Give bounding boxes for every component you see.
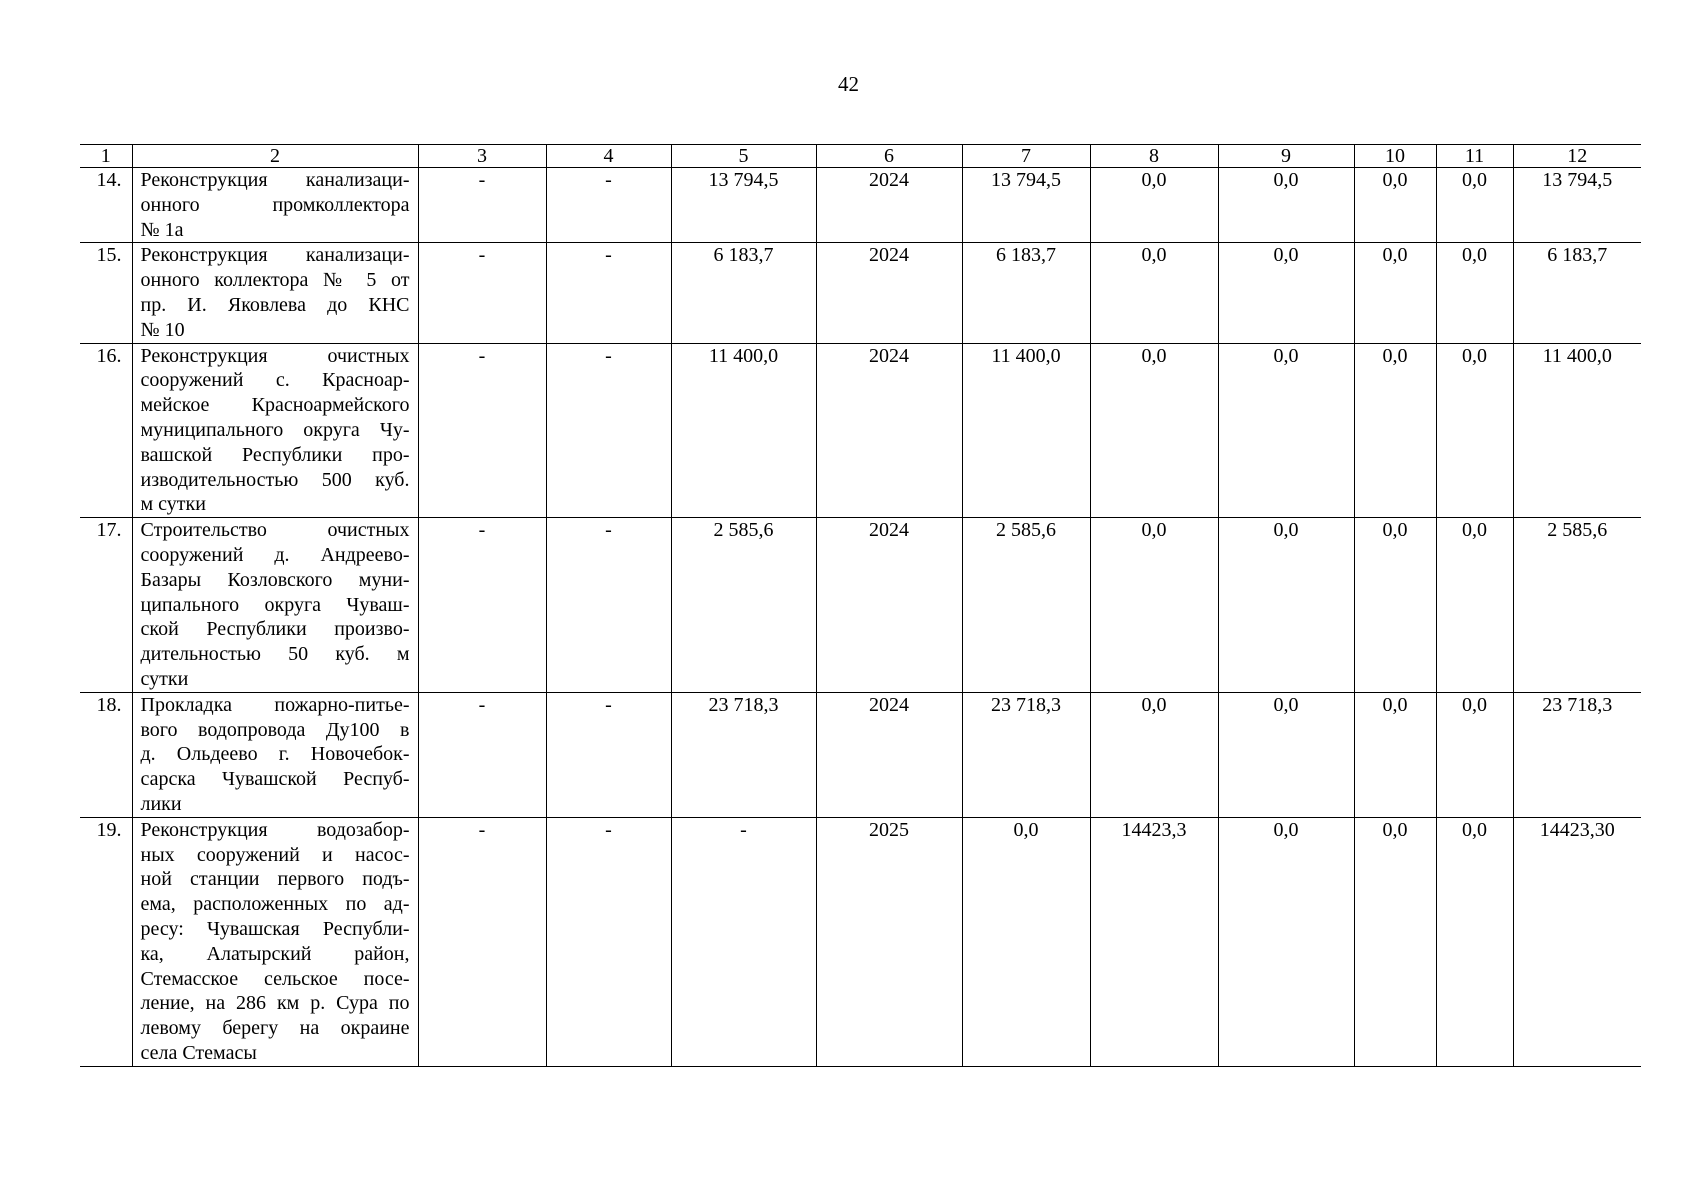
column-header: 3 xyxy=(418,145,546,168)
row-number: 18. xyxy=(80,692,132,817)
cell-c3 xyxy=(418,692,546,817)
table-row xyxy=(80,817,1641,1066)
cell-value: 0,0 xyxy=(1382,169,1408,191)
object-name-line: села Стемасы xyxy=(140,1041,257,1064)
header-row xyxy=(80,145,1641,168)
cell-value: - xyxy=(605,693,612,716)
cell-value: 11 400,0 xyxy=(1542,344,1612,367)
cell-c4 xyxy=(546,817,671,1066)
cell-value: 0,0 xyxy=(1013,818,1039,841)
cell-value: 0,0 xyxy=(1382,344,1408,367)
cell-c9 xyxy=(1218,343,1354,518)
cell-c5 xyxy=(671,518,816,693)
object-name-line: № 10 xyxy=(140,318,185,341)
cell-c11 xyxy=(1436,343,1513,518)
object-name-line: вого водопровода Ду100 в xyxy=(140,718,410,741)
cell-c4 xyxy=(546,343,671,518)
cell-value: 6 183,7 xyxy=(996,244,1056,267)
cell-value: - xyxy=(740,818,747,841)
cell-c12 xyxy=(1513,518,1641,693)
cell-value: 0,0 xyxy=(1141,344,1167,367)
cell-c10 xyxy=(1354,168,1436,243)
cell-c11 xyxy=(1436,692,1513,817)
column-header: 1 xyxy=(80,145,132,168)
cell-c12 xyxy=(1513,817,1641,1066)
object-name-line: Строительство очистных xyxy=(140,519,410,542)
cell-value: 14423,3 xyxy=(1121,818,1187,841)
object-name-line: № 1а xyxy=(140,218,184,241)
cell-value: - xyxy=(605,169,612,191)
cell-c11 xyxy=(1436,168,1513,243)
table-row xyxy=(80,343,1641,518)
cell-value: 0,0 xyxy=(1462,818,1487,841)
cell-value: 0,0 xyxy=(1141,693,1167,716)
object-name-line: Прокладка пожарно-питье- xyxy=(140,693,410,716)
cell-c9 xyxy=(1218,692,1354,817)
object-name-line: ципального округа Чуваш- xyxy=(140,593,410,616)
cell-value: - xyxy=(478,244,486,267)
row-number: 15. xyxy=(80,243,132,343)
cell-c7 xyxy=(962,343,1090,518)
data-table xyxy=(80,144,1641,1067)
cell-value: - xyxy=(478,519,486,542)
cell-value: 6 183,7 xyxy=(1547,244,1608,267)
object-name-line: онного промколлектора xyxy=(140,193,410,216)
cell-value: 2 585,6 xyxy=(1547,519,1608,542)
column-header: 12 xyxy=(1513,145,1641,168)
cell-value: 0,0 xyxy=(1382,519,1408,542)
cell-value: 2024 xyxy=(869,244,909,267)
object-name-line: Реконструкция канализаци- xyxy=(140,244,410,267)
cell-value: 6 183,7 xyxy=(713,244,774,267)
cell-value: - xyxy=(605,244,612,267)
object-name-line: муниципального округа Чу- xyxy=(140,418,410,441)
object-name-line: сооружений с. Красноар- xyxy=(140,369,410,392)
cell-value: 0,0 xyxy=(1141,169,1167,191)
cell-value: 13 794,5 xyxy=(708,169,779,191)
cell-value: 0,0 xyxy=(1462,693,1487,716)
object-name-line: Реконструкция канализаци- xyxy=(140,169,410,191)
table-row xyxy=(80,692,1641,817)
cell-value: - xyxy=(478,344,486,367)
cell-value: - xyxy=(478,169,486,191)
cell-c4 xyxy=(546,518,671,693)
cell-c7 xyxy=(962,518,1090,693)
cell-c6 xyxy=(816,343,962,518)
cell-c4 xyxy=(546,168,671,243)
object-name-line: изводительностью 500 куб. xyxy=(140,468,410,491)
cell-value: 0,0 xyxy=(1273,244,1299,267)
object-name-line: ресу: Чувашская Республи- xyxy=(140,917,410,940)
cell-value: 23 718,3 xyxy=(991,693,1061,716)
cell-c8 xyxy=(1090,692,1218,817)
cell-value: - xyxy=(605,344,612,367)
table-row xyxy=(80,168,1641,243)
cell-c9 xyxy=(1218,243,1354,343)
cell-value: 0,0 xyxy=(1273,344,1299,367)
cell-c8 xyxy=(1090,243,1218,343)
row-number: 14. xyxy=(80,168,132,243)
cell-c4 xyxy=(546,692,671,817)
cell-c3 xyxy=(418,518,546,693)
object-name-line: ка, Алатырский район, xyxy=(140,942,410,965)
cell-c6 xyxy=(816,817,962,1066)
table-row xyxy=(80,243,1641,343)
row-number: 16. xyxy=(80,343,132,518)
row-number: 19. xyxy=(80,817,132,1066)
cell-c11 xyxy=(1436,243,1513,343)
cell-value: 0,0 xyxy=(1273,693,1299,716)
cell-c8 xyxy=(1090,343,1218,518)
cell-c11 xyxy=(1436,518,1513,693)
object-name xyxy=(132,692,418,817)
cell-c10 xyxy=(1354,817,1436,1066)
column-header: 6 xyxy=(816,145,962,168)
cell-c3 xyxy=(418,243,546,343)
cell-value: 0,0 xyxy=(1382,693,1408,716)
cell-value: 2024 xyxy=(869,344,909,367)
cell-c7 xyxy=(962,243,1090,343)
cell-value: 0,0 xyxy=(1462,344,1487,367)
object-name xyxy=(132,243,418,343)
cell-value: - xyxy=(605,519,612,542)
cell-value: 2024 xyxy=(869,169,909,191)
cell-c5 xyxy=(671,817,816,1066)
cell-value: 13 794,5 xyxy=(991,169,1061,191)
object-name-line: мейское Красноармейского xyxy=(140,394,410,417)
cell-c8 xyxy=(1090,817,1218,1066)
cell-value: 0,0 xyxy=(1462,169,1487,191)
object-name-line: дительностью 50 куб. м xyxy=(140,643,410,666)
cell-c12 xyxy=(1513,168,1641,243)
cell-c11 xyxy=(1436,817,1513,1066)
object-name xyxy=(132,817,418,1066)
cell-c12 xyxy=(1513,243,1641,343)
object-name xyxy=(132,518,418,693)
object-name-line: сутки xyxy=(140,667,189,690)
cell-value: 13 794,5 xyxy=(1542,169,1613,191)
object-name-line: ление, на 286 км р. Сура по xyxy=(140,992,410,1015)
cell-value: 2024 xyxy=(869,519,909,542)
object-name-line: ных сооружений и насос- xyxy=(140,843,410,866)
cell-value: - xyxy=(478,693,486,716)
cell-value: 0,0 xyxy=(1273,818,1299,841)
cell-value: 0,0 xyxy=(1141,244,1167,267)
object-name-line: сарска Чувашской Респуб- xyxy=(140,768,410,791)
object-name-line: д. Ольдеево г. Новочебок- xyxy=(140,743,410,766)
cell-value: 0,0 xyxy=(1382,244,1408,267)
cell-c5 xyxy=(671,168,816,243)
cell-value: 2 585,6 xyxy=(996,519,1056,542)
cell-c3 xyxy=(418,817,546,1066)
cell-c9 xyxy=(1218,168,1354,243)
object-name-line: м сутки xyxy=(140,493,206,516)
cell-c9 xyxy=(1218,518,1354,693)
cell-value: 0,0 xyxy=(1382,818,1408,841)
cell-value: 0,0 xyxy=(1273,519,1299,542)
object-name-line: ской Республики произво- xyxy=(140,618,410,641)
cell-value: 11 400,0 xyxy=(708,344,779,367)
object-name-line: вашской Республики про- xyxy=(140,443,410,466)
object-name-line: пр. И. Яковлева до КНС xyxy=(140,293,410,316)
cell-value: - xyxy=(478,818,486,841)
cell-c10 xyxy=(1354,518,1436,693)
cell-value: 23 718,3 xyxy=(1542,693,1613,716)
cell-value: 2 585,6 xyxy=(713,519,774,542)
column-header: 10 xyxy=(1354,145,1436,168)
cell-c7 xyxy=(962,168,1090,243)
object-name-line: Реконструкция водозабор- xyxy=(140,818,410,841)
cell-value: 2025 xyxy=(869,818,909,841)
cell-value: 0,0 xyxy=(1141,519,1167,542)
cell-c3 xyxy=(418,168,546,243)
object-name-line: Стемасское сельское посе- xyxy=(140,967,410,990)
cell-c8 xyxy=(1090,168,1218,243)
object-name-line: лики xyxy=(140,792,182,815)
column-header: 2 xyxy=(132,145,418,168)
object-name-line: Базары Козловского муни- xyxy=(140,568,410,591)
cell-value: 0,0 xyxy=(1462,244,1487,267)
cell-value: 11 400,0 xyxy=(991,344,1061,367)
object-name-line: сооружений д. Андреево- xyxy=(140,543,410,566)
cell-c7 xyxy=(962,817,1090,1066)
cell-value: - xyxy=(605,818,612,841)
object-name-line: онного коллектора № 5 от xyxy=(140,269,410,292)
cell-c5 xyxy=(671,343,816,518)
column-header: 4 xyxy=(546,145,671,168)
object-name-line: ема, расположенных по ад- xyxy=(140,893,410,916)
cell-c8 xyxy=(1090,518,1218,693)
cell-c9 xyxy=(1218,817,1354,1066)
object-name-line: ной станции первого подъ- xyxy=(140,868,410,891)
column-header: 7 xyxy=(962,145,1090,168)
object-name xyxy=(132,343,418,518)
column-header: 9 xyxy=(1218,145,1354,168)
cell-c4 xyxy=(546,243,671,343)
cell-c10 xyxy=(1354,343,1436,518)
object-name-line: левому берегу на окраине xyxy=(140,1017,410,1040)
cell-value: 0,0 xyxy=(1273,169,1299,191)
cell-c6 xyxy=(816,692,962,817)
cell-value: 0,0 xyxy=(1462,519,1487,542)
cell-c12 xyxy=(1513,692,1641,817)
column-header: 5 xyxy=(671,145,816,168)
cell-value: 14423,30 xyxy=(1539,818,1615,841)
cell-value: 2024 xyxy=(869,693,909,716)
column-header: 8 xyxy=(1090,145,1218,168)
page-number: 42 xyxy=(838,72,859,96)
cell-c3 xyxy=(418,343,546,518)
cell-c6 xyxy=(816,243,962,343)
cell-c5 xyxy=(671,243,816,343)
cell-c10 xyxy=(1354,692,1436,817)
object-name-line: Реконструкция очистных xyxy=(140,344,410,367)
cell-c12 xyxy=(1513,343,1641,518)
cell-value: 23 718,3 xyxy=(708,693,779,716)
table-row xyxy=(80,518,1641,693)
cell-c6 xyxy=(816,168,962,243)
cell-c6 xyxy=(816,518,962,693)
table-body xyxy=(80,168,1641,1067)
cell-c10 xyxy=(1354,243,1436,343)
row-number: 17. xyxy=(80,518,132,693)
cell-c5 xyxy=(671,692,816,817)
object-name xyxy=(132,168,418,243)
cell-c7 xyxy=(962,692,1090,817)
column-header: 11 xyxy=(1436,145,1513,168)
